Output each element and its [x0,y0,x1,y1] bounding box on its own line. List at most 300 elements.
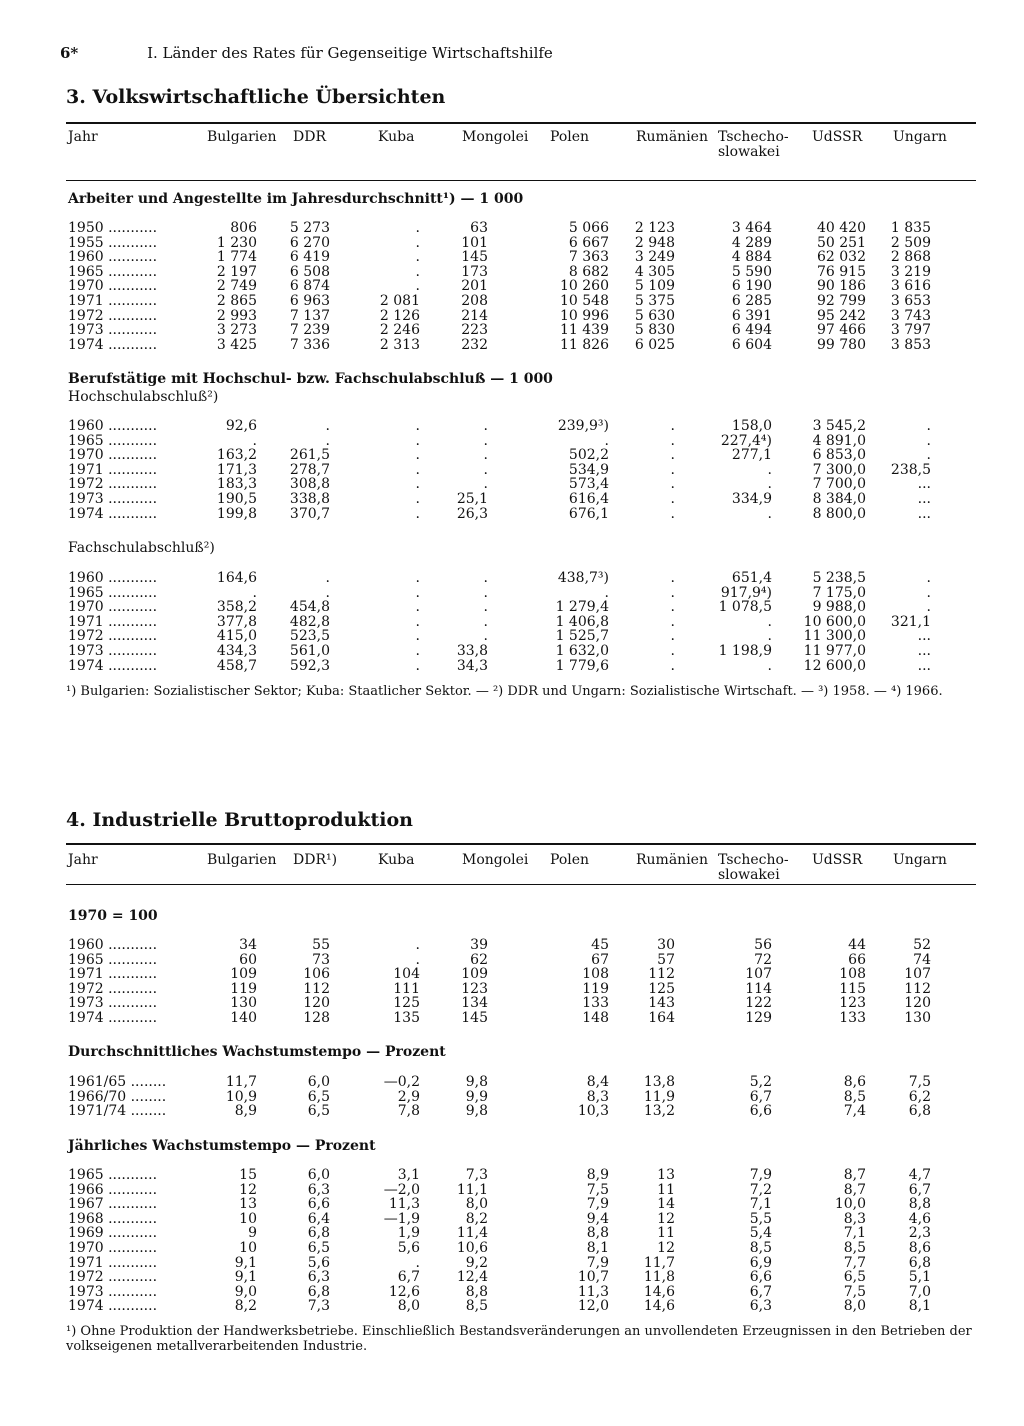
table-cell: 55 [312,937,330,953]
column-header: Tschecho- slowakei [718,852,789,883]
column-header: Rumänien [636,129,708,145]
table-row [0,338,1024,352]
table-cell: . [415,447,420,464]
table-cell: 7,1 [843,1225,866,1242]
table-cell: 33,8 [456,643,488,659]
table-cell: 6,8 [908,1103,931,1120]
table-cell: 73 [312,951,330,968]
table-cell: 6 025 [634,336,675,353]
table-cell: . [415,476,420,493]
table-cell: . [483,613,488,630]
table-cell: 66 [848,951,866,968]
table-cell: 10,9 [225,1088,257,1105]
table-cell: 10 600,0 [803,613,866,630]
table-cell: 6 963 [289,293,330,309]
table-cell: 10 [239,1240,257,1256]
table-cell: 7 175,0 [812,584,866,601]
table-cell: . [415,628,420,645]
table-cell: 7 336 [289,336,330,353]
table-cell: 111 [393,980,420,997]
table-cell: 676,1 [568,505,609,522]
table-cell: 8,1 [586,1240,609,1256]
table-cell: 2,3 [908,1225,931,1242]
table-cell: 7,4 [843,1103,866,1120]
table-cell: 8,7 [843,1167,866,1183]
table-cell: 8 800,0 [812,505,866,522]
table-cell: 14,6 [643,1298,675,1315]
table-cell: 9,1 [234,1269,257,1286]
table-cell: . [415,657,420,674]
table-cell: 99 780 [817,336,866,353]
table-cell: 3,1 [397,1167,420,1183]
table-cell: 3 616 [890,278,931,295]
table-cell: . [415,951,420,968]
table-cell: 1 078,5 [718,599,772,616]
table-cell: 377,8 [216,613,257,630]
table-row [0,600,1024,614]
table-cell: 3 464 [731,220,772,236]
table-cell: . [415,278,420,295]
table-cell: . [483,461,488,478]
row-year: 1961/65 ........ [68,1074,167,1090]
table-cell: . [670,418,675,434]
table-cell: 2 865 [216,293,257,309]
table-cell: 6 494 [731,322,772,339]
table-cell: 13 [657,1167,675,1183]
table-cell: 62 [470,951,488,968]
row-year: 1971/74 ........ [68,1103,167,1120]
table-cell: . [670,613,675,630]
row-year: 1967 ........... [68,1196,158,1213]
table-cell: 6,5 [307,1103,330,1120]
table-cell: 140 [230,1010,257,1026]
table-cell: 278,7 [289,461,330,478]
table-cell: . [483,418,488,434]
column-header: Ungarn [893,129,947,145]
table-cell: 8,0 [397,1298,420,1315]
table-cell: 11 300,0 [803,628,866,645]
table-cell: 7,5 [586,1181,609,1198]
table-cell: 12,4 [456,1269,488,1286]
table-cell: . [767,461,772,478]
table-cell: . [926,432,931,449]
table-cell: 6,3 [307,1269,330,1286]
table-cell: 2 123 [634,220,675,236]
table-cell: 12 [239,1181,257,1198]
row-year: 1971 ........... [68,613,158,630]
table-cell: 616,4 [568,491,609,507]
row-year: 1971 ........... [68,966,158,983]
row-year: 1974 ........... [68,657,158,674]
table-cell: 6 270 [289,234,330,251]
table-cell: 190,5 [216,491,257,507]
row-year: 1973 ........... [68,1283,158,1300]
table-cell: . [483,476,488,493]
section-3-header-rule [66,180,976,181]
table-cell: 10 996 [560,307,609,324]
table-cell: 592,3 [289,657,330,674]
table-cell: 7,3 [307,1298,330,1315]
table-cell: 12,0 [577,1298,609,1315]
table-cell: 11 977,0 [803,643,866,659]
table-cell: 238,5 [890,461,931,478]
table-cell: 5,1 [908,1269,931,1286]
table-cell: 415,0 [216,628,257,645]
table-cell: 8,5 [749,1240,772,1256]
table-cell: 8,3 [586,1088,609,1105]
table-cell: 112 [904,980,931,997]
table-cell: . [483,584,488,601]
table-cell: 239,9³) [557,418,609,434]
table-cell: . [483,570,488,586]
section-4-index-title: 1970 = 100 [68,908,158,924]
section-4-average-growth-title: Durchschnittliches Wachstumstempo — Prozent [68,1044,446,1060]
table-cell: 9,1 [234,1254,257,1271]
table-cell: . [670,491,675,507]
table-cell: 7,1 [749,1196,772,1213]
table-cell: 5,6 [307,1254,330,1271]
table-cell: 1 779,6 [555,657,609,674]
table-cell: 334,9 [731,491,772,507]
table-cell: 3 653 [890,293,931,309]
table-cell: 50 251 [817,234,866,251]
row-year: 1965 ........... [68,584,158,601]
row-year: 1972 ........... [68,980,158,997]
table-cell: 12 [657,1210,675,1227]
table-cell: —2,0 [383,1181,420,1198]
table-cell: 3 273 [216,322,257,339]
table-cell: 12,6 [388,1283,420,1300]
table-cell: 60 [239,951,257,968]
table-cell: 133 [839,1010,866,1026]
table-cell: . [926,418,931,434]
table-cell: 7 300,0 [812,461,866,478]
table-cell: 34,3 [456,657,488,674]
table-cell: 13 [239,1196,257,1213]
table-cell: . [252,432,257,449]
table-cell: 321,1 [890,613,931,630]
table-cell: 8,1 [908,1298,931,1315]
table-cell: 5 590 [731,263,772,280]
table-row [0,294,1024,308]
column-header: Kuba [378,852,415,868]
table-row [0,1270,1024,1284]
column-header: Polen [550,129,590,145]
table-cell: 2 126 [379,307,420,324]
table-cell: 72 [754,951,772,968]
column-header: Jahr [68,852,98,868]
table-cell: . [325,432,330,449]
table-row [0,507,1024,521]
row-year: 1972 ........... [68,307,158,324]
table-cell: 109 [461,966,488,983]
table-cell: 7,5 [908,1074,931,1090]
table-cell: 164,6 [216,570,257,586]
table-cell: 115 [839,980,866,997]
table-cell: 15 [239,1167,257,1183]
table-cell: 7,3 [465,1167,488,1183]
table-cell: 806 [230,220,257,236]
table-cell: . [670,657,675,674]
row-year: 1955 ........... [68,234,158,251]
table-cell: 44 [848,937,866,953]
table-row [0,938,1024,952]
table-row [0,644,1024,658]
table-cell: . [767,657,772,674]
table-cell: . [415,570,420,586]
table-cell: 651,4 [731,570,772,586]
table-cell: 10,0 [834,1196,866,1213]
table-cell: 6,7 [397,1269,420,1286]
table-cell: 6,6 [307,1196,330,1213]
table-cell: 4 289 [731,234,772,251]
table-cell: 458,7 [216,657,257,674]
table-cell: . [483,628,488,645]
page-header-title: I. Länder des Rates für Gegenseitige Wirtschaftshilfe [147,44,553,62]
table-cell: 8,8 [465,1283,488,1300]
table-row [0,250,1024,264]
table-cell: 6,5 [307,1088,330,1105]
table-cell: 109 [230,966,257,983]
row-year: 1950 ........... [68,220,158,236]
table-cell: 62 032 [817,249,866,266]
row-year: 1974 ........... [68,505,158,522]
table-cell: 6,6 [749,1269,772,1286]
table-cell: 39 [470,937,488,953]
table-cell: 11,4 [456,1225,488,1242]
table-cell: 11 [657,1225,675,1242]
table-cell: 112 [303,980,330,997]
table-cell: 6,7 [749,1283,772,1300]
table-cell: 9,4 [586,1210,609,1227]
table-cell: . [926,570,931,586]
table-cell: 6,8 [307,1283,330,1300]
row-year: 1965 ........... [68,1167,158,1183]
table-cell: 3 853 [890,336,931,353]
row-year: 1973 ........... [68,995,158,1012]
table-cell: 370,7 [289,505,330,522]
table-cell: 573,4 [568,476,609,493]
table-cell: 4 884 [731,249,772,266]
row-year: 1960 ........... [68,570,158,586]
table-cell: 2 868 [890,249,931,266]
table-cell: 10 260 [560,278,609,295]
table-cell: . [415,505,420,522]
table-cell: 11 826 [560,336,609,353]
table-row [0,1104,1024,1118]
table-cell: . [483,599,488,616]
table-cell: 4 305 [634,263,675,280]
table-cell: 11,7 [643,1254,675,1271]
column-header: Mongolei [462,852,529,868]
table-cell: 434,3 [216,643,257,659]
section-3-group-graduates-title: Berufstätige mit Hochschul- bzw. Fachschulabschluß — 1 000 [68,371,553,387]
table-cell: 6 874 [289,278,330,295]
table-cell: . [670,599,675,616]
table-cell: 6,5 [843,1269,866,1286]
table-cell: 134 [461,995,488,1012]
table-cell: 129 [745,1010,772,1026]
table-cell: 8,7 [843,1181,866,1198]
table-row [0,477,1024,491]
table-cell: 232 [461,336,488,353]
table-cell: 10,3 [577,1103,609,1120]
table-cell: 4,7 [908,1167,931,1183]
table-row [0,982,1024,996]
table-cell: 8,5 [843,1088,866,1105]
table-cell: 92,6 [225,418,257,434]
table-cell: . [415,643,420,659]
table-cell: 14,6 [643,1283,675,1300]
table-cell: 8 682 [568,263,609,280]
table-cell: 25,1 [456,491,488,507]
table-cell: 6,7 [908,1181,931,1198]
table-cell: . [926,584,931,601]
table-cell: 8,9 [234,1103,257,1120]
table-cell: 3 425 [216,336,257,353]
table-cell: . [483,447,488,464]
table-cell: . [415,432,420,449]
row-year: 1972 ........... [68,628,158,645]
table-cell: 104 [393,966,420,983]
table-cell: . [415,599,420,616]
table-row [0,434,1024,448]
table-cell: 2 313 [379,336,420,353]
table-cell: 12 600,0 [803,657,866,674]
row-year: 1970 ........... [68,278,158,295]
table-cell: 11,7 [225,1074,257,1090]
table-row [0,221,1024,235]
table-cell: 11,3 [388,1196,420,1213]
table-cell: 8,3 [843,1210,866,1227]
table-cell: 135 [393,1010,420,1026]
table-cell: 3 249 [634,249,675,266]
table-cell: 130 [230,995,257,1012]
table-cell: 11,1 [456,1181,488,1198]
table-row [0,279,1024,293]
table-cell: 5 066 [568,220,609,236]
table-cell: 125 [648,980,675,997]
table-cell: . [767,613,772,630]
table-cell: 7 700,0 [812,476,866,493]
table-cell: ... [917,505,931,522]
table-cell: . [670,628,675,645]
table-cell: 917,9⁴) [720,584,772,601]
table-cell: 5,2 [749,1074,772,1090]
table-cell: 145 [461,1010,488,1026]
table-cell: 10,6 [456,1240,488,1256]
table-cell: 6,7 [749,1088,772,1105]
row-year: 1965 ........... [68,263,158,280]
table-cell: 101 [461,234,488,251]
table-cell: 11,8 [643,1269,675,1286]
table-row [0,236,1024,250]
column-header: Jahr [68,129,98,145]
row-year: 1973 ........... [68,491,158,507]
table-row [0,448,1024,462]
table-cell: 92 799 [817,293,866,309]
table-cell: 56 [754,937,772,953]
table-cell: . [415,249,420,266]
table-row [0,419,1024,433]
table-cell: 201 [461,278,488,295]
table-cell: 6,0 [307,1074,330,1090]
table-cell: 7,2 [749,1181,772,1198]
section-4-footnote: ¹) Ohne Produktion der Handwerksbetriebe. Einschließlich Bestandsveränderungen an unvollendeten Erzeugnissen in den Betrieben der volkseigenen metallverarbeitenden Industrie. [66,1324,972,1354]
table-cell: 482,8 [289,613,330,630]
table-cell: 454,8 [289,599,330,616]
table-cell: 9 [248,1225,257,1242]
table-cell: . [415,937,420,953]
table-cell: 74 [913,951,931,968]
row-year: 1972 ........... [68,476,158,493]
column-header: Bulgarien [207,129,277,145]
table-cell: 1 774 [216,249,257,266]
table-cell: 6,9 [749,1254,772,1271]
table-cell: . [325,570,330,586]
table-cell: 6,5 [307,1240,330,1256]
table-cell: 1 230 [216,234,257,251]
table-cell: 6 508 [289,263,330,280]
table-cell: 3 545,2 [812,418,866,434]
table-cell: . [325,584,330,601]
table-cell: 107 [745,966,772,983]
column-header: Ungarn [893,852,947,868]
table-cell: 2 246 [379,322,420,339]
table-row [0,1011,1024,1025]
column-header: DDR [293,129,326,145]
table-cell: . [415,461,420,478]
table-cell: 2,9 [397,1088,420,1105]
table-cell: 128 [303,1010,330,1026]
row-year: 1970 ........... [68,447,158,464]
table-cell: 2 197 [216,263,257,280]
table-cell: 8,8 [908,1196,931,1213]
table-cell: 5 830 [634,322,675,339]
column-header: Rumänien [636,852,708,868]
row-year: 1972 ........... [68,1269,158,1286]
table-row [0,265,1024,279]
row-year: 1965 ........... [68,951,158,968]
table-cell: 8,0 [465,1196,488,1213]
column-header: Mongolei [462,129,529,145]
table-row [0,1299,1024,1313]
row-year: 1965 ........... [68,432,158,449]
table-cell: ... [917,491,931,507]
table-cell: 1 525,7 [555,628,609,645]
table-cell: 5,6 [397,1240,420,1256]
table-cell: 5 375 [634,293,675,309]
row-year: 1974 ........... [68,336,158,353]
table-cell: 108 [582,966,609,983]
table-cell: 502,2 [568,447,609,464]
table-cell: . [670,432,675,449]
table-cell: . [767,505,772,522]
column-header: UdSSR [812,852,863,868]
table-cell: 7,0 [908,1283,931,1300]
table-cell: ... [917,476,931,493]
table-cell: 34 [239,937,257,953]
row-year: 1971 ........... [68,293,158,309]
table-cell: 358,2 [216,599,257,616]
table-cell: 1 835 [890,220,931,236]
table-row [0,463,1024,477]
table-cell: 8 384,0 [812,491,866,507]
table-cell: 5 273 [289,220,330,236]
table-cell: 7 239 [289,322,330,339]
table-cell: 6,2 [908,1088,931,1105]
table-cell: 122 [745,995,772,1012]
